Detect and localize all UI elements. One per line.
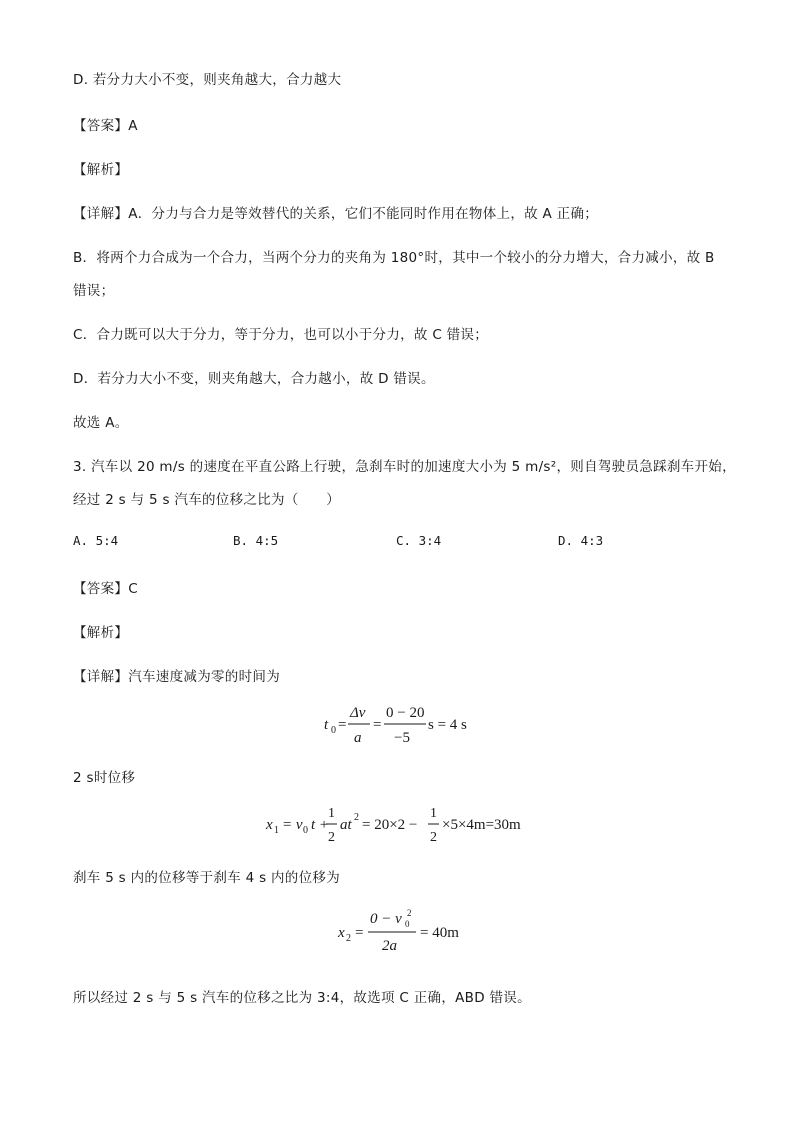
f2-half-num: 1 (328, 806, 335, 821)
question-stem-line2: 经过 2 s 与 5 s 汽车的位移之比为（ ） (73, 492, 340, 508)
f1-tail: s = 4 s (428, 717, 467, 733)
detail-d: D．若分力大小不变，则夹角越大，合力越小，故 D 错误。 (73, 371, 435, 387)
answer-label: 【答案】A (73, 118, 138, 134)
detail-line4: 所以经过 2 s 与 5 s 汽车的位移之比为 3:4，故选项 C 正确，ABD 错误。 (73, 990, 531, 1006)
option-b: B. 4:5 (233, 533, 279, 548)
f1-lhs: t (324, 717, 329, 733)
analysis-label-q3: 【解析】 (73, 625, 129, 641)
f2-rhs1-sub: 0 (303, 825, 308, 836)
f1-num2: 0 − 20 (386, 705, 425, 721)
f1-eq2: = (373, 717, 382, 733)
f3-eq: = (355, 925, 364, 941)
f2-rhs1: = v (282, 817, 303, 833)
formula-displacement-5s (336, 906, 476, 960)
f2-at: at (340, 817, 352, 833)
f3-tail: = 40m (420, 925, 459, 941)
formula-displacement-2s (262, 800, 542, 852)
question-stem-line1: 3. 汽车以 20 m/s 的速度在平直公路上行驶，急刹车时的加速度大小为 5 m/s²，则自驾驶员急踩刹车开始， (73, 459, 736, 475)
f3-lhs-sub: 2 (346, 933, 351, 944)
f2-rhs4: ×5×4m=30m (442, 817, 521, 833)
detail-b-line1: B．将两个力合成为一个合力，当两个分力的夹角为 180°时，其中一个较小的分力增大，合力减小，故 B (73, 250, 715, 266)
f3-num-sup: 2 (407, 908, 412, 918)
f2-lhs-sub: 1 (274, 825, 279, 836)
f1-den1: a (354, 730, 362, 746)
f2-half-den: 2 (328, 830, 335, 845)
detail-c: C．合力既可以大于分力，等于分力，也可以小于分力，故 C 错误； (73, 327, 489, 343)
f2-half-den2: 2 (430, 830, 437, 845)
f3-den: 2a (382, 938, 397, 954)
f1-den2: −5 (394, 730, 410, 746)
detail-line1: 【详解】汽车速度减为零的时间为 (73, 669, 280, 685)
choose-text: 故选 A。 (73, 415, 129, 431)
f2-lhs: x (266, 817, 273, 833)
f2-half-num2: 1 (430, 806, 437, 821)
detail-line2: 2 s时位移 (73, 770, 136, 786)
option-c: C. 3:4 (396, 533, 442, 548)
f3-lhs: x (338, 925, 345, 941)
f2-rhs2: t + (311, 817, 330, 833)
f2-rhs3: = 20×2 − (362, 817, 418, 833)
option-a: A. 5:4 (73, 533, 119, 548)
f1-eq: = (338, 717, 347, 733)
f3-num: 0 − v (370, 911, 402, 927)
option-d: D. 若分力大小不变，则夹角越大，合力越大 (73, 72, 342, 88)
detail-a: 【详解】A．分力与合力是等效替代的关系，它们不能同时作用在物体上，故 A 正确； (73, 206, 599, 222)
answer-label-q3: 【答案】C (73, 581, 138, 597)
f1-lhs-sub: 0 (331, 725, 336, 736)
detail-line3: 刹车 5 s 内的位移等于刹车 4 s 内的位移为 (73, 870, 340, 886)
option-d-q3: D. 4:3 (558, 533, 604, 548)
detail-b-line2: 错误； (73, 283, 115, 299)
analysis-label: 【解析】 (73, 162, 129, 178)
f3-num-sub: 0 (405, 919, 410, 929)
f2-sq: 2 (354, 812, 359, 823)
formula-stop-time (318, 700, 488, 752)
f1-num1: Δv (350, 705, 366, 721)
